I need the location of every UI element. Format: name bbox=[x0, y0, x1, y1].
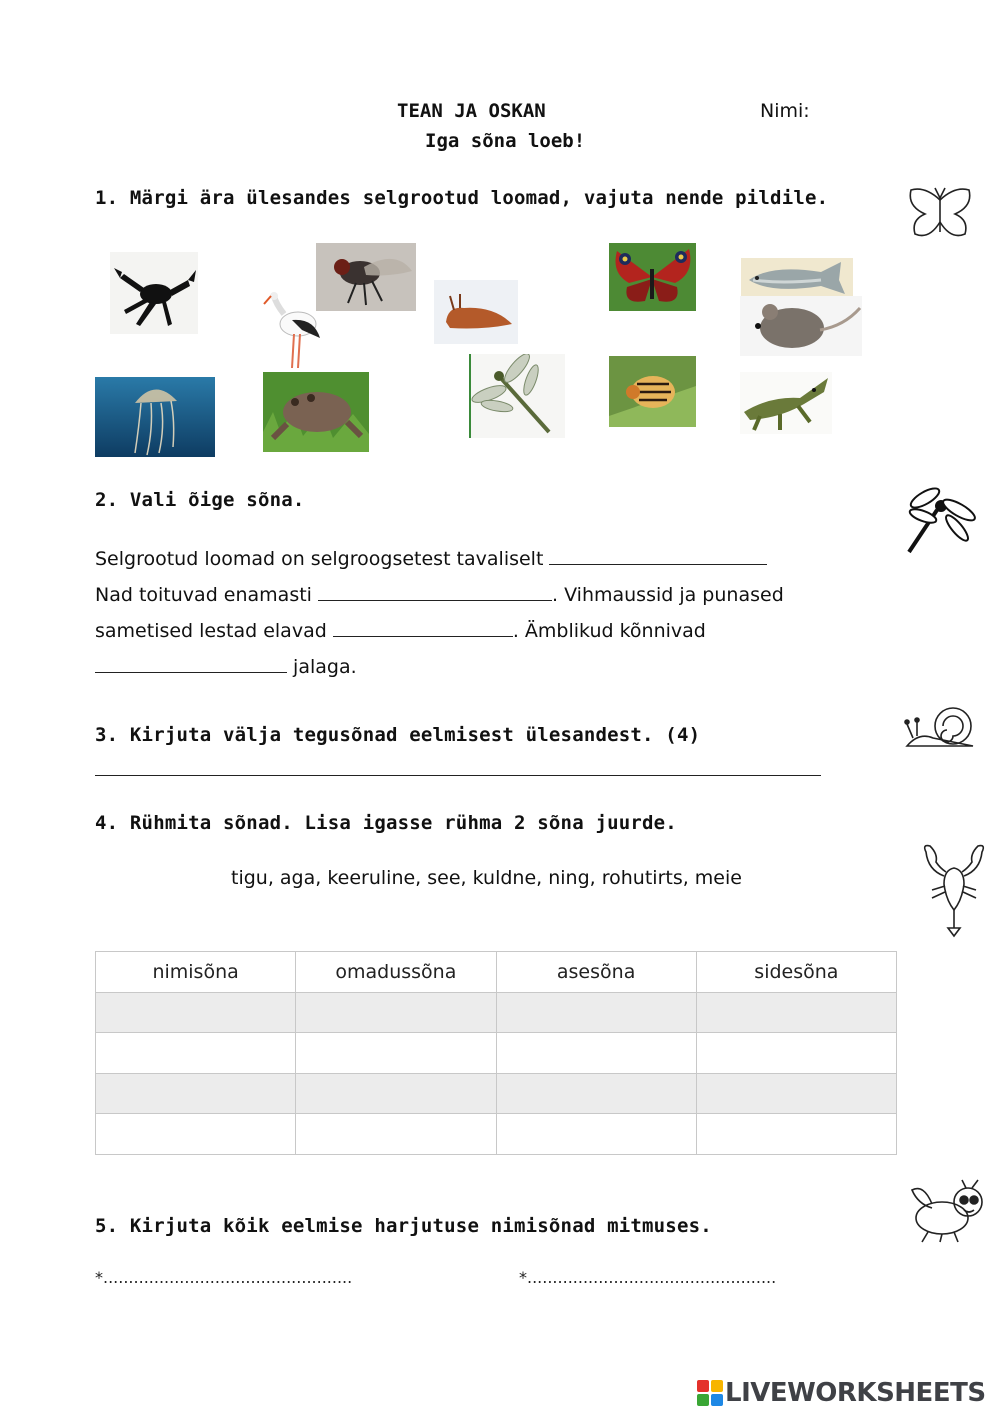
task4-word-list: tigu, aga, keeruline, see, kuldne, ning, rohutirts, meie bbox=[231, 867, 742, 889]
task3-instruction: 3. Kirjuta välja tegusõnad eelmisest ülesandest. (4) bbox=[95, 724, 701, 746]
grouping-table bbox=[95, 951, 897, 1155]
stork-picture[interactable] bbox=[262, 290, 324, 372]
task2-line2b: . Vihmaussid ja punased bbox=[552, 584, 784, 606]
crayfish-picture[interactable] bbox=[110, 252, 198, 334]
column-header: nimisõna bbox=[96, 952, 296, 993]
table-cell-input[interactable] bbox=[96, 992, 296, 1033]
crocodile-picture[interactable] bbox=[740, 372, 832, 434]
task2-instruction: 2. Vali õige sõna. bbox=[95, 489, 305, 511]
herring-picture[interactable] bbox=[741, 258, 853, 298]
table-cell-input[interactable] bbox=[296, 1033, 496, 1074]
task1-instruction: 1. Märgi ära ülesandes selgrootud loomad, vajuta nende pildile. bbox=[95, 187, 829, 209]
snail-icon bbox=[903, 702, 979, 752]
colorado-beetle-picture[interactable] bbox=[609, 356, 696, 427]
task4-instruction: 4. Rühmita sõnad. Lisa igasse rühma 2 sõna juurde. bbox=[95, 812, 677, 834]
table-header-row bbox=[96, 952, 897, 993]
table-cell-input[interactable] bbox=[96, 1114, 296, 1155]
slug-picture[interactable] bbox=[434, 280, 518, 344]
bug-icon bbox=[908, 1178, 990, 1244]
table-cell-input[interactable] bbox=[696, 992, 896, 1033]
worksheet-title: TEAN JA OSKAN bbox=[397, 100, 546, 122]
jellyfish-picture[interactable] bbox=[95, 377, 215, 457]
blank-3[interactable] bbox=[333, 617, 513, 637]
liveworksheets-logo bbox=[697, 1376, 986, 1410]
table-cell-input[interactable] bbox=[296, 1073, 496, 1114]
table-cell-input[interactable] bbox=[496, 1033, 696, 1074]
task2-line3a: sametised lestad elavad bbox=[95, 620, 327, 642]
table-cell-input[interactable] bbox=[696, 1073, 896, 1114]
dragonfly-picture[interactable] bbox=[469, 354, 565, 438]
fly-picture[interactable] bbox=[316, 243, 416, 311]
blank-4[interactable] bbox=[95, 653, 287, 673]
task5-instruction: 5. Kirjuta kõik eelmise harjutuse nimisõnad mitmuses. bbox=[95, 1215, 712, 1237]
butterfly-icon bbox=[905, 186, 975, 242]
table-row bbox=[96, 992, 897, 1033]
blank-1[interactable] bbox=[549, 545, 767, 565]
mouse-picture[interactable] bbox=[740, 296, 862, 356]
task3-answer-line[interactable] bbox=[95, 775, 821, 776]
table-cell-input[interactable] bbox=[496, 1114, 696, 1155]
peacock-butterfly-picture[interactable] bbox=[609, 243, 696, 311]
table-cell-input[interactable] bbox=[496, 992, 696, 1033]
table-cell-input[interactable] bbox=[696, 1114, 896, 1155]
table-row bbox=[96, 1033, 897, 1074]
worksheet-subtitle: Iga sõna loeb! bbox=[425, 130, 586, 152]
table-cell-input[interactable] bbox=[696, 1033, 896, 1074]
liveworksheets-brand: LIVEWORKSHEETS bbox=[725, 1378, 986, 1408]
liveworksheets-logo-icon bbox=[697, 1380, 723, 1406]
table-cell-input[interactable] bbox=[96, 1033, 296, 1074]
task5-answer-left[interactable]: *................................................. bbox=[95, 1268, 353, 1287]
dragonfly-icon bbox=[903, 480, 981, 558]
table-cell-input[interactable] bbox=[496, 1073, 696, 1114]
column-header: omadussõna bbox=[296, 952, 496, 993]
task2-line1: Selgrootud loomad on selgroogsetest tavaliselt bbox=[95, 548, 544, 570]
blank-2[interactable] bbox=[318, 581, 552, 601]
table-row bbox=[96, 1114, 897, 1155]
task2-line4: jalaga. bbox=[293, 656, 357, 678]
toad-picture[interactable] bbox=[263, 372, 369, 452]
crayfish-icon bbox=[918, 840, 990, 940]
task2-line3b: . Ämblikud kõnnivad bbox=[512, 620, 706, 642]
column-header: sidesõna bbox=[696, 952, 896, 993]
column-header: asesõna bbox=[496, 952, 696, 993]
task2-text bbox=[95, 541, 855, 685]
table-cell-input[interactable] bbox=[296, 1114, 496, 1155]
task2-line2a: Nad toituvad enamasti bbox=[95, 584, 312, 606]
task5-answer-right[interactable]: *................................................. bbox=[519, 1268, 777, 1287]
table-cell-input[interactable] bbox=[296, 992, 496, 1033]
table-cell-input[interactable] bbox=[96, 1073, 296, 1114]
table-row bbox=[96, 1073, 897, 1114]
name-label: Nimi: bbox=[760, 100, 810, 122]
